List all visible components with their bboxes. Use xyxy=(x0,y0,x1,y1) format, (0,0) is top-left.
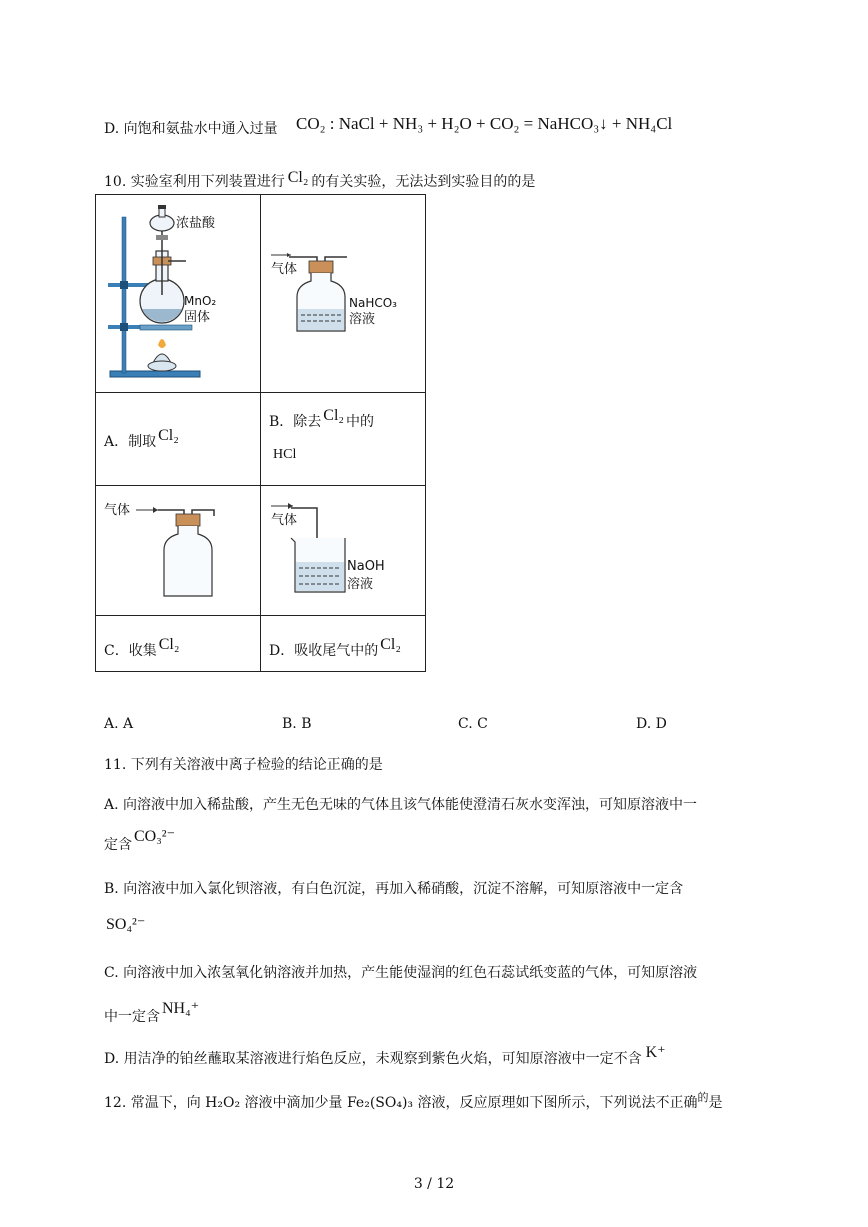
apparatus-b-gas-washing-bottle xyxy=(261,195,425,388)
label-solution-d: 溶液 xyxy=(347,577,374,592)
q11-option-c-line2 xyxy=(104,1000,200,1026)
q10-stem-cl2: Cl₂ xyxy=(287,169,309,186)
q9-option-d-text: D. 向饱和氨盐水中通入过量 xyxy=(104,121,278,137)
q11-ion-co3: CO₃²⁻ xyxy=(134,828,176,845)
q12-stem-end: 是 xyxy=(708,1095,723,1111)
q11-option-d-text: D. 用洁净的铂丝蘸取某溶液进行焰色反应，未观察到紫色火焰，可知原溶液中一定不含 xyxy=(104,1051,642,1067)
cell-a-figure xyxy=(96,195,261,393)
caption-a-cl2: Cl₂ xyxy=(158,427,179,444)
q11-ion-so4: SO₄²⁻ xyxy=(106,916,146,933)
q10-choice-c: C. C xyxy=(458,716,488,732)
q10-stem-after: 的有关实验，无法达到实验目的的是 xyxy=(311,174,536,190)
caption-d: D．吸收尾气中的 xyxy=(269,643,379,659)
cell-d-caption xyxy=(261,616,426,672)
caption-b-2: 中的 xyxy=(346,414,374,430)
q11-option-a-line2 xyxy=(104,828,176,854)
q11-option-a-line1: A. 向溶液中加入稀盐酸，产生无色无味的气体且该气体能使澄清石灰水变浑浊，可知原溶液中一 xyxy=(104,797,698,813)
label-gas-b: 气体 xyxy=(271,262,298,277)
cell-c-figure xyxy=(96,486,261,616)
caption-d-cl2: Cl₂ xyxy=(380,636,401,653)
label-gas-c: 气体 xyxy=(104,503,131,518)
label-nahco3: NaHCO₃ xyxy=(349,296,397,310)
q10-choice-b: B. B xyxy=(282,716,312,732)
q11-ion-k: K⁺ xyxy=(645,1044,666,1061)
q11-option-d-line1 xyxy=(104,1044,666,1068)
apparatus-table xyxy=(95,194,426,672)
cell-d-figure xyxy=(261,486,426,616)
label-solid: 固体 xyxy=(184,310,211,325)
caption-c: C．收集 xyxy=(104,643,157,659)
q11-stem: 11. 下列有关溶液中离子检验的结论正确的是 xyxy=(104,757,383,773)
cell-b-caption xyxy=(261,393,426,486)
q10-choice-d: D. D xyxy=(636,716,667,732)
caption-b-hcl: HCl xyxy=(273,447,297,462)
cell-b-figure xyxy=(261,195,426,393)
label-naoh: NaOH xyxy=(347,559,385,574)
q11-option-a-text: 定含 xyxy=(104,837,132,853)
caption-b-cl2: Cl₂ xyxy=(323,407,344,424)
q12-stem-small: 的 xyxy=(697,1091,709,1104)
apparatus-c-collecting-bottle xyxy=(96,486,260,611)
q12-stem-text: 12. 常温下，向 H₂O₂ 溶液中滴加少量 Fe₂(SO₄)₃ 溶液，反应原理如下图所示，下列说法不正确 xyxy=(104,1095,698,1111)
cell-a-caption xyxy=(96,393,261,486)
q9-option-d-formula: CO₂ : NaCl + NH₃ + H₂O + CO₂ = NaHCO₃↓ + NH₄Cl xyxy=(296,114,673,133)
q11-option-c-text: 中一定含 xyxy=(104,1009,160,1025)
caption-b-1: B．除去 xyxy=(269,414,322,430)
q11-option-b-line1: B. 向溶液中加入氯化钡溶液，有白色沉淀，再加入稀硝酸，沉淀不溶解，可知原溶液中一定含 xyxy=(104,881,684,897)
cell-c-caption xyxy=(96,616,261,672)
q12-stem xyxy=(104,1092,723,1112)
label-gas-d: 气体 xyxy=(271,513,298,528)
label-mno2: MnO₂ xyxy=(184,294,217,308)
q10-stem-before: 10. 实验室利用下列装置进行 xyxy=(104,174,285,190)
apparatus-a-chlorine-generator xyxy=(96,195,260,388)
label-concentrated-hcl: 浓盐酸 xyxy=(176,216,216,231)
page-number: 3 / 12 xyxy=(413,1176,455,1192)
apparatus-d-absorption-beaker xyxy=(261,486,425,611)
q10-stem xyxy=(104,171,535,191)
label-solution-b: 溶液 xyxy=(349,312,376,327)
q11-ion-nh4: NH₄⁺ xyxy=(162,1000,200,1017)
q11-option-c-line1: C. 向溶液中加入浓氢氧化钠溶液并加热，产生能使湿润的红色石蕊试纸变蓝的气体，可知原溶液 xyxy=(104,965,698,981)
caption-a: A．制取 xyxy=(104,434,157,450)
q10-choice-a: A. A xyxy=(104,716,134,732)
caption-c-cl2: Cl₂ xyxy=(158,636,180,653)
